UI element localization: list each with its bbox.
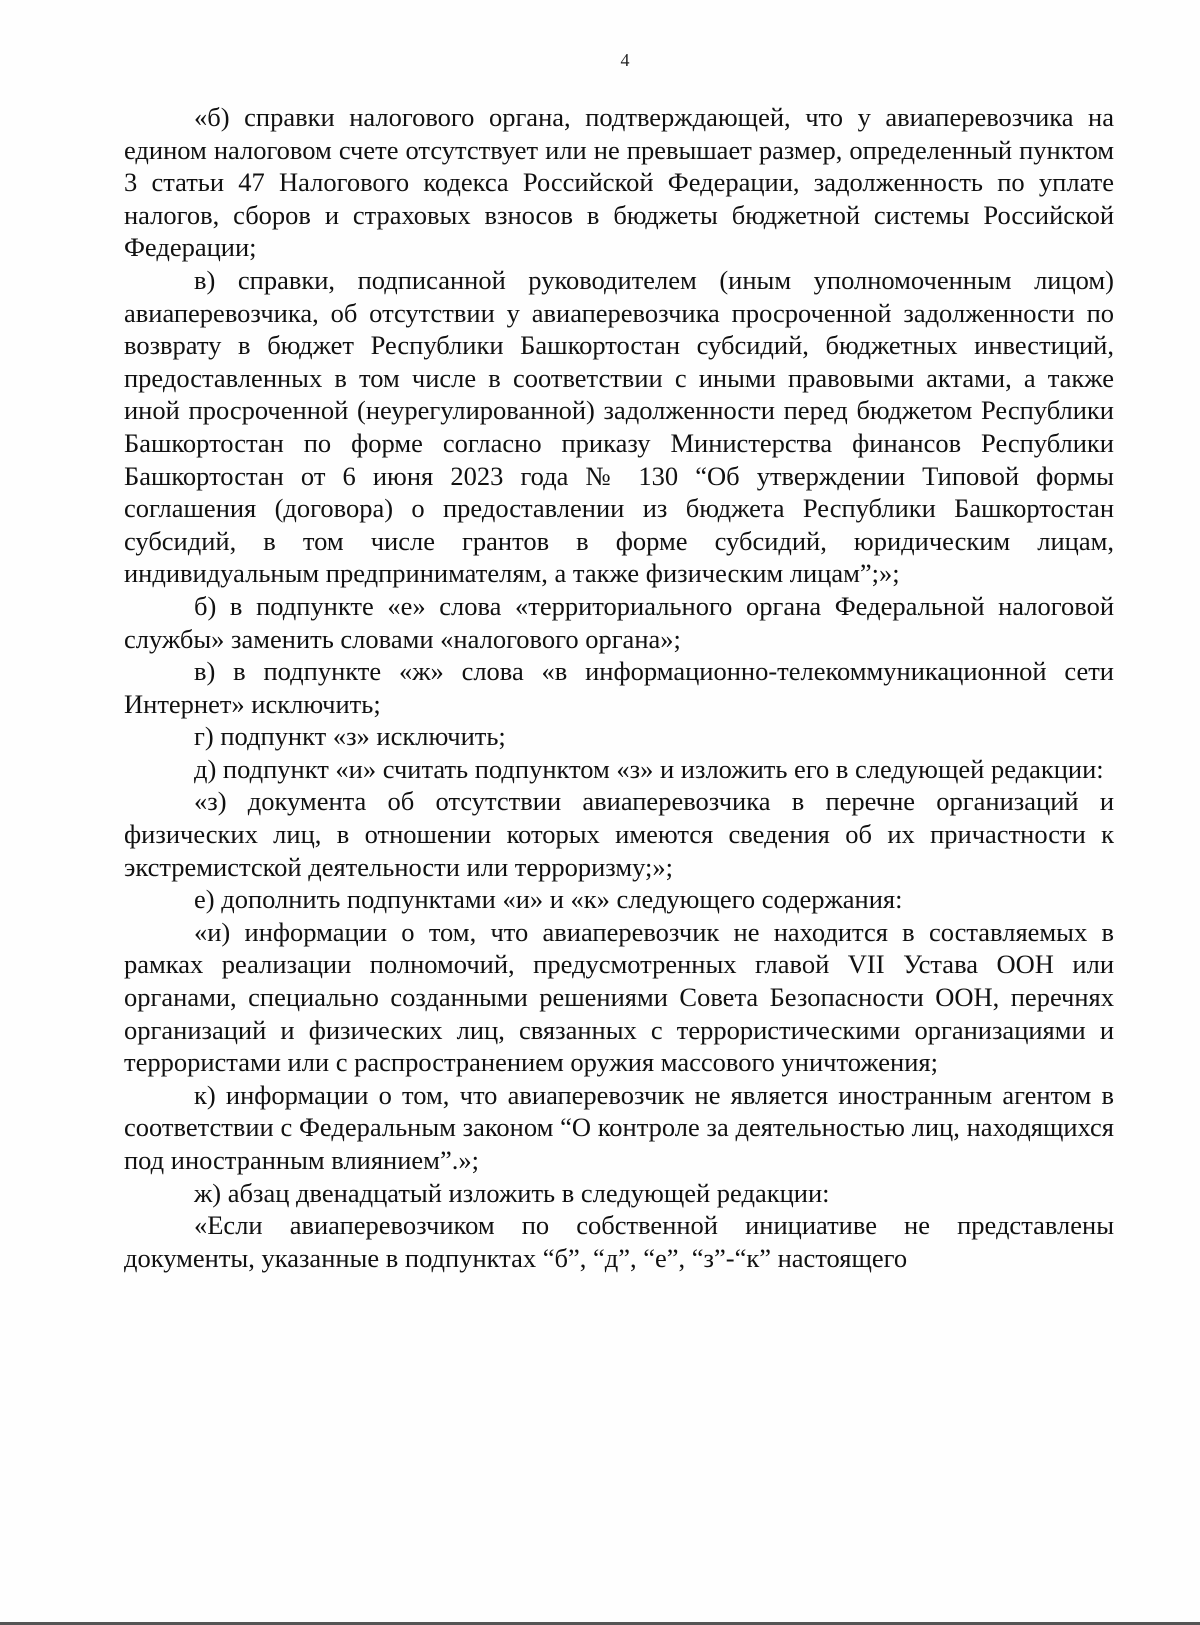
document-body: [124, 101, 1114, 1274]
paragraph-v-debt-certificate: в) справки, подписанной руководителем (иным уполномоченным лицом) авиаперевозчика, об отсутствии у авиаперевозчика просроченной задолженности по возврату в бюджет Республики Башкортостан субсидий, бюджетных инвестиций, предоставленных в том числе в соответствии с иными правовыми актами, а также иной просроченной (неурегулированной) задолженности перед бюджетом Республики Башкортостан по форме согласно приказу Министерства финансов Республики Башкортостан от 6 июня 2023 года № 130 “Об утверждении Типовой формы соглашения (договора) о предоставлении из бюджета Республики Башкортостан субсидий, в том числе грантов в форме субсидий, юридическим лицам, индивидуальным предпринимателям, а также физическим лицам”;»;: [124, 264, 1114, 589]
paragraph-b-tax-certificate: «б) справки налогового органа, подтверждающей, что у авиаперевозчика на едином налоговом счете отсутствует или не превышает размер, определенный пунктом 3 статьи 47 Налогового кодекса Российской Федерации, задолженность по уплате налогов, сборов и страховых взносов в бюджеты бюджетной системы Российской Федерации;: [124, 102, 1114, 263]
paragraph-i-un-lists: «и) информации о том, что авиаперевозчик не находится в составляемых в рамках реализации полномочий, предусмотренных главой VII Устава ООН или органами, специально созданными решениями Совета Безопасности ООН, перечнях организаций и физических лиц, связанных с террористическими организациями и террористами или с распространением оружия массового уничтожения;: [124, 916, 1114, 1078]
paragraph-z-extremism: «з) документа об отсутствии авиаперевозчика в перечне организаций и физических лиц, в отношении которых имеются сведения об их причастности к экстремистской деятельности или терроризму;»;: [124, 786, 1114, 882]
paragraph-e-add-subitems: е) дополнить подпунктами «и» и «к» следующего содержания:: [194, 884, 903, 915]
paragraph-v-subitem-zh: в) в подпункте «ж» слова «в информационно-телекоммуникационной сети Интернет» исключить;: [124, 656, 1114, 719]
paragraph-k-foreign-agent: к) информации о том, что авиаперевозчик не является иностранным агентом в соответствии с Федеральным законом “О контроле за деятельностью лиц, находящихся под иностранным влиянием”.»;: [124, 1079, 1114, 1175]
paragraph-zh-twelfth: ж) абзац двенадцатый изложить в следующей редакции:: [194, 1177, 830, 1208]
paragraph-d-subitem-i: д) подпункт «и» считать подпунктом «з» и изложить его в следующей редакции:: [194, 753, 1104, 784]
paragraph-if-not-submitted: «Если авиаперевозчиком по собственной инициативе не представлены документы, указанные в подпунктах “б”, “д”, “е”, “з”-“к” настоящего: [124, 1210, 1114, 1273]
page-number: 4: [620, 50, 630, 70]
paragraph-g-subitem-z: г) подпункт «з» исключить;: [194, 721, 506, 752]
paragraph-b-subitem-e: б) в подпункте «е» слова «территориального органа Федеральной налоговой службы» заменить словами «налогового органа»;: [124, 590, 1114, 654]
